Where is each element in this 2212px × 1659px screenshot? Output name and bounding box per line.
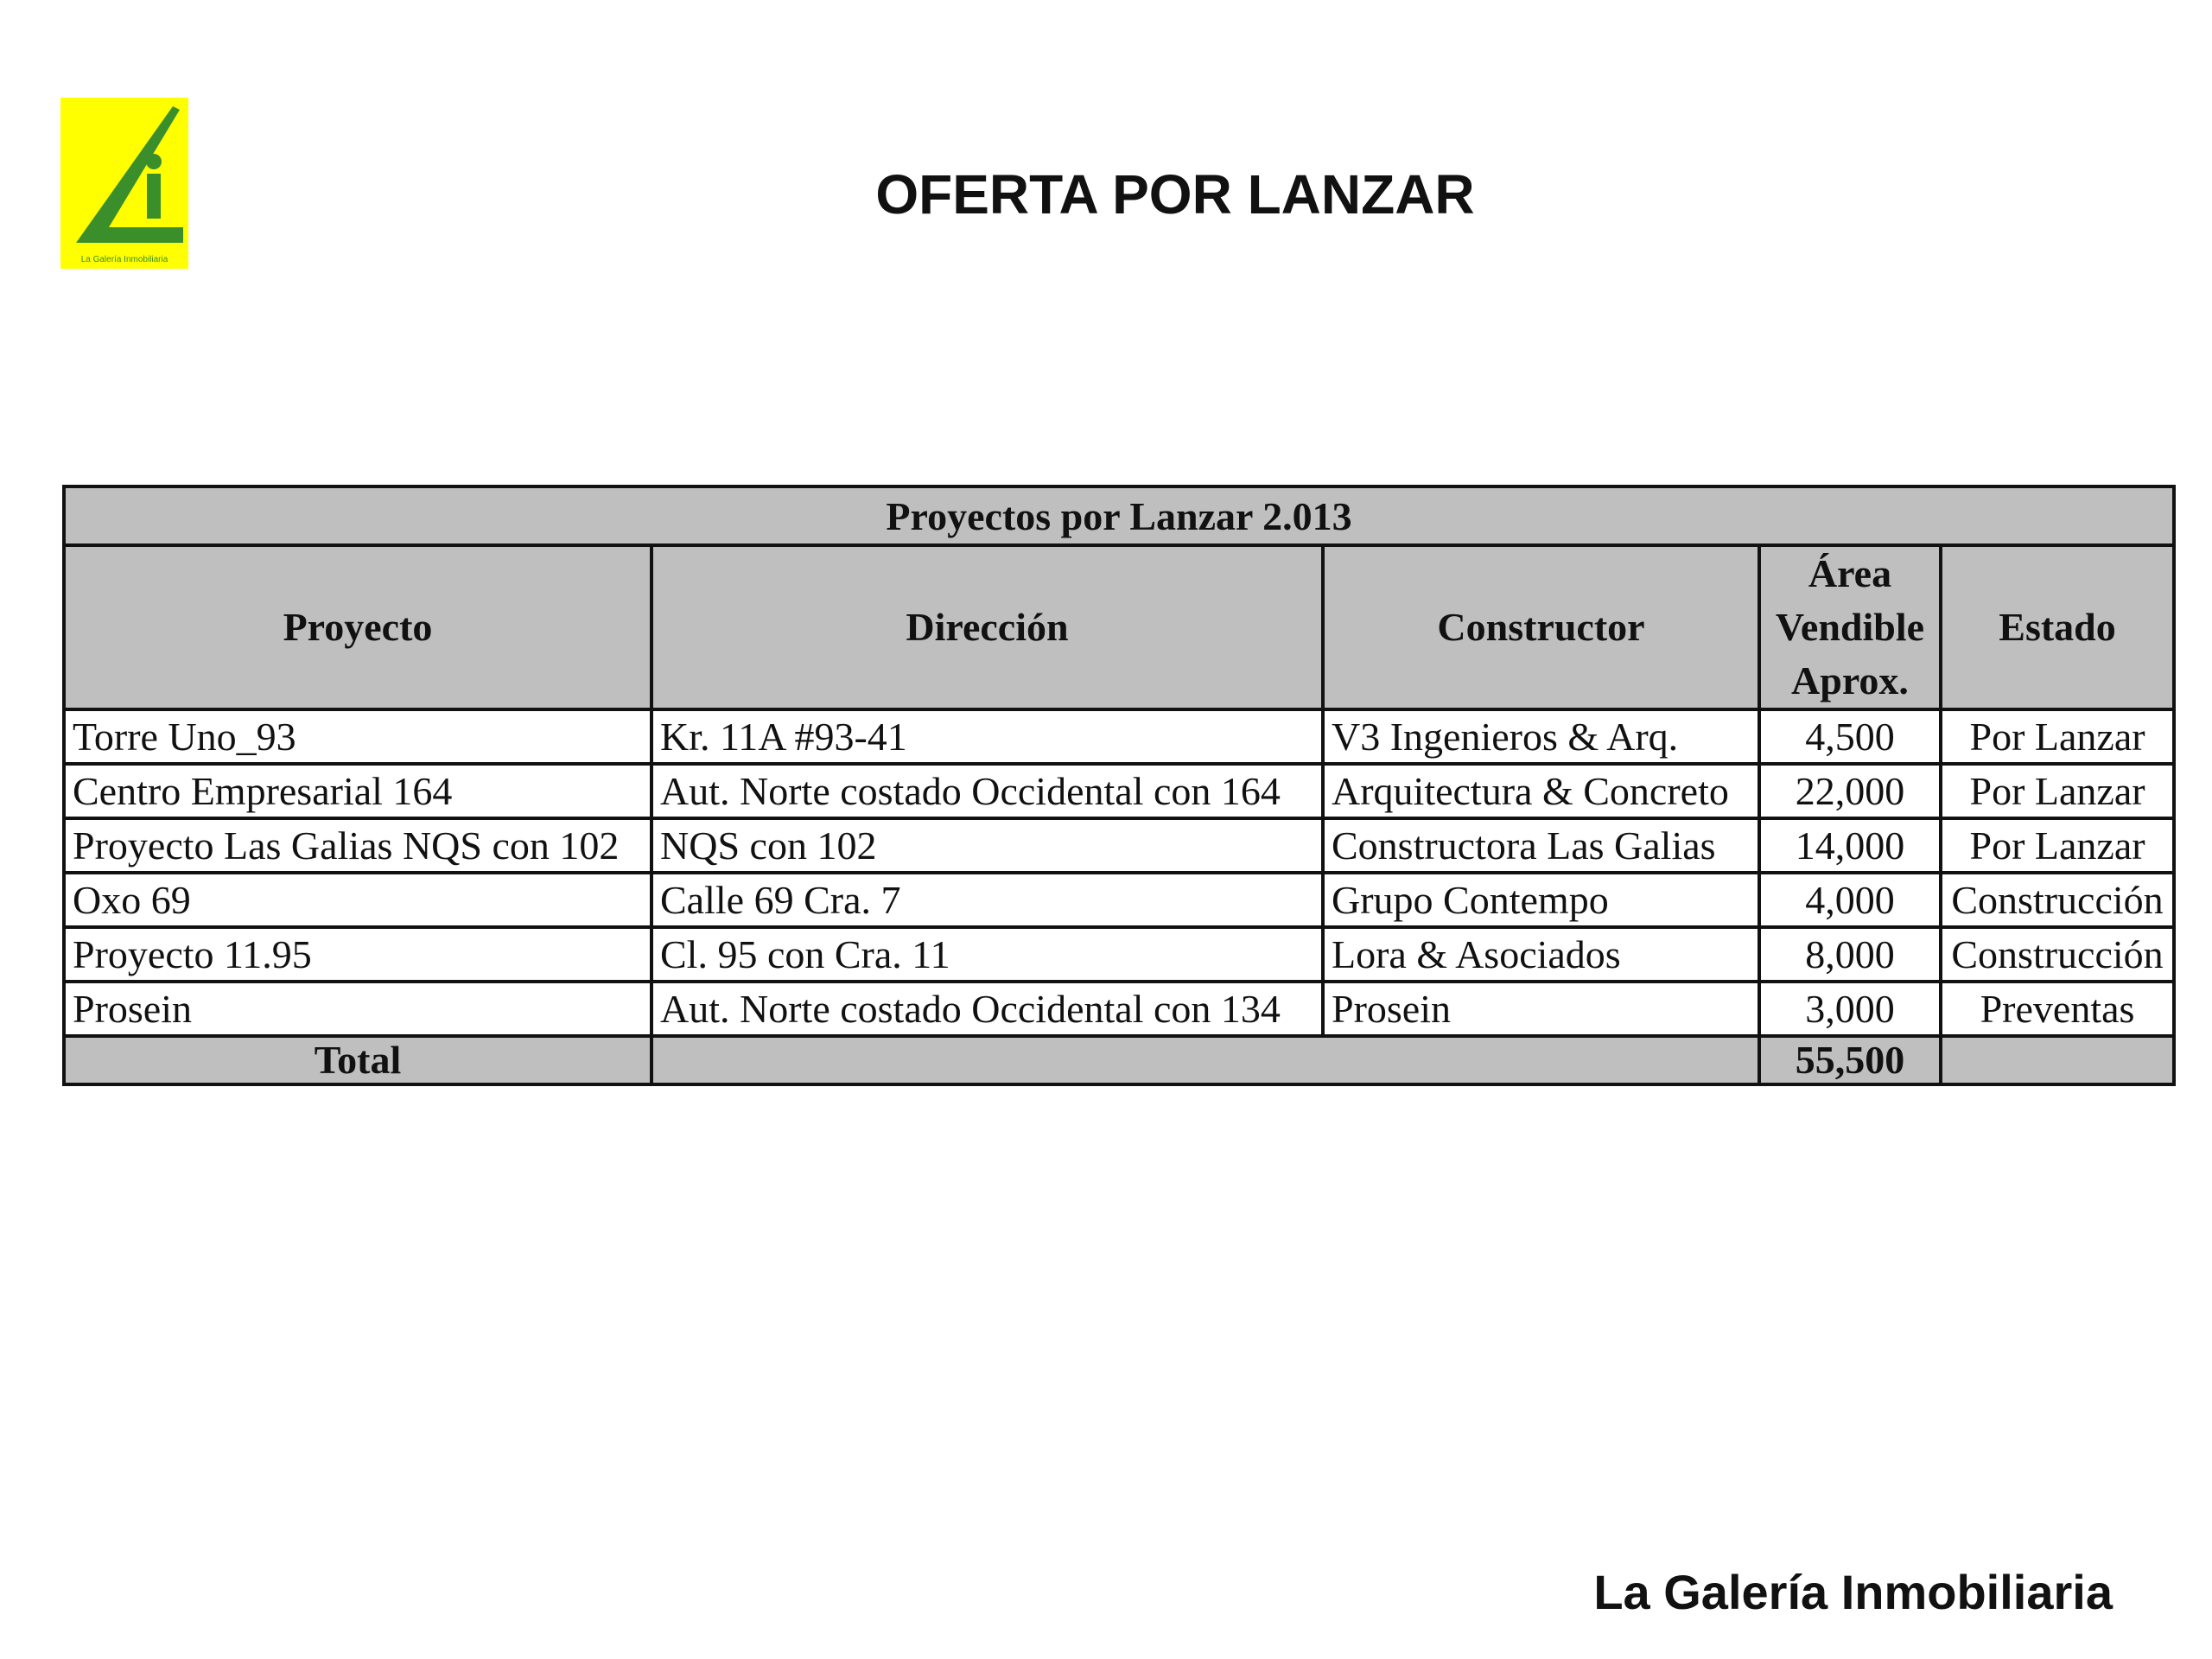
cell-constructor: Prosein <box>1323 982 1759 1036</box>
title-container <box>0 162 2212 226</box>
table-row <box>64 982 2174 1036</box>
cell-proyecto: Prosein <box>64 982 652 1036</box>
cell-area: 4,500 <box>1759 709 1941 764</box>
table-total-row <box>64 1036 2174 1084</box>
cell-constructor: Arquitectura & Concreto <box>1323 764 1759 818</box>
column-header-proyecto: Proyecto <box>64 545 652 709</box>
column-header-estado: Estado <box>1941 545 2174 709</box>
cell-direccion: Aut. Norte costado Occidental con 134 <box>652 982 1323 1036</box>
logo-caption: La Galería Inmobiliaria <box>80 255 168 264</box>
cell-area: 8,000 <box>1759 927 1941 982</box>
table-caption: Proyectos por Lanzar 2.013 <box>64 486 2174 545</box>
column-header-direccion: Dirección <box>652 545 1323 709</box>
cell-constructor: Grupo Contempo <box>1323 873 1759 927</box>
column-header-area: Área Vendible Aprox. <box>1759 545 1941 709</box>
cell-direccion: Calle 69 Cra. 7 <box>652 873 1323 927</box>
cell-direccion: NQS con 102 <box>652 818 1323 873</box>
cell-direccion: Cl. 95 con Cra. 11 <box>652 927 1323 982</box>
cell-estado: Por Lanzar <box>1941 818 2174 873</box>
cell-constructor: V3 Ingenieros & Arq. <box>1323 709 1759 764</box>
table-row <box>64 873 2174 927</box>
cell-estado: Por Lanzar <box>1941 764 2174 818</box>
table-header-row <box>64 545 2174 709</box>
footer-brand: La Galería Inmobiliaria <box>1593 1565 2113 1619</box>
total-empty-estado <box>1941 1036 2174 1084</box>
page-title: OFERTA POR LANZAR <box>875 163 1475 226</box>
cell-area: 22,000 <box>1759 764 1941 818</box>
total-empty-cell <box>652 1036 1759 1084</box>
column-header-constructor: Constructor <box>1323 545 1759 709</box>
cell-estado: Preventas <box>1941 982 2174 1036</box>
table-row <box>64 709 2174 764</box>
total-label: Total <box>64 1036 652 1084</box>
cell-direccion: Aut. Norte costado Occidental con 164 <box>652 764 1323 818</box>
table-caption-row <box>64 486 2174 545</box>
cell-constructor: Lora & Asociados <box>1323 927 1759 982</box>
cell-proyecto: Oxo 69 <box>64 873 652 927</box>
cell-area: 14,000 <box>1759 818 1941 873</box>
projects-table <box>62 485 2176 1086</box>
cell-proyecto: Centro Empresarial 164 <box>64 764 652 818</box>
cell-proyecto: Proyecto Las Galias NQS con 102 <box>64 818 652 873</box>
cell-estado: Construcción <box>1941 873 2174 927</box>
cell-direccion: Kr. 11A #93-41 <box>652 709 1323 764</box>
cell-constructor: Constructora Las Galias <box>1323 818 1759 873</box>
cell-proyecto: Proyecto 11.95 <box>64 927 652 982</box>
table-row <box>64 927 2174 982</box>
cell-estado: Construcción <box>1941 927 2174 982</box>
cell-area: 3,000 <box>1759 982 1941 1036</box>
cell-area: 4,000 <box>1759 873 1941 927</box>
cell-estado: Por Lanzar <box>1941 709 2174 764</box>
table-row <box>64 764 2174 818</box>
table-row <box>64 818 2174 873</box>
total-value: 55,500 <box>1759 1036 1941 1084</box>
cell-proyecto: Torre Uno_93 <box>64 709 652 764</box>
